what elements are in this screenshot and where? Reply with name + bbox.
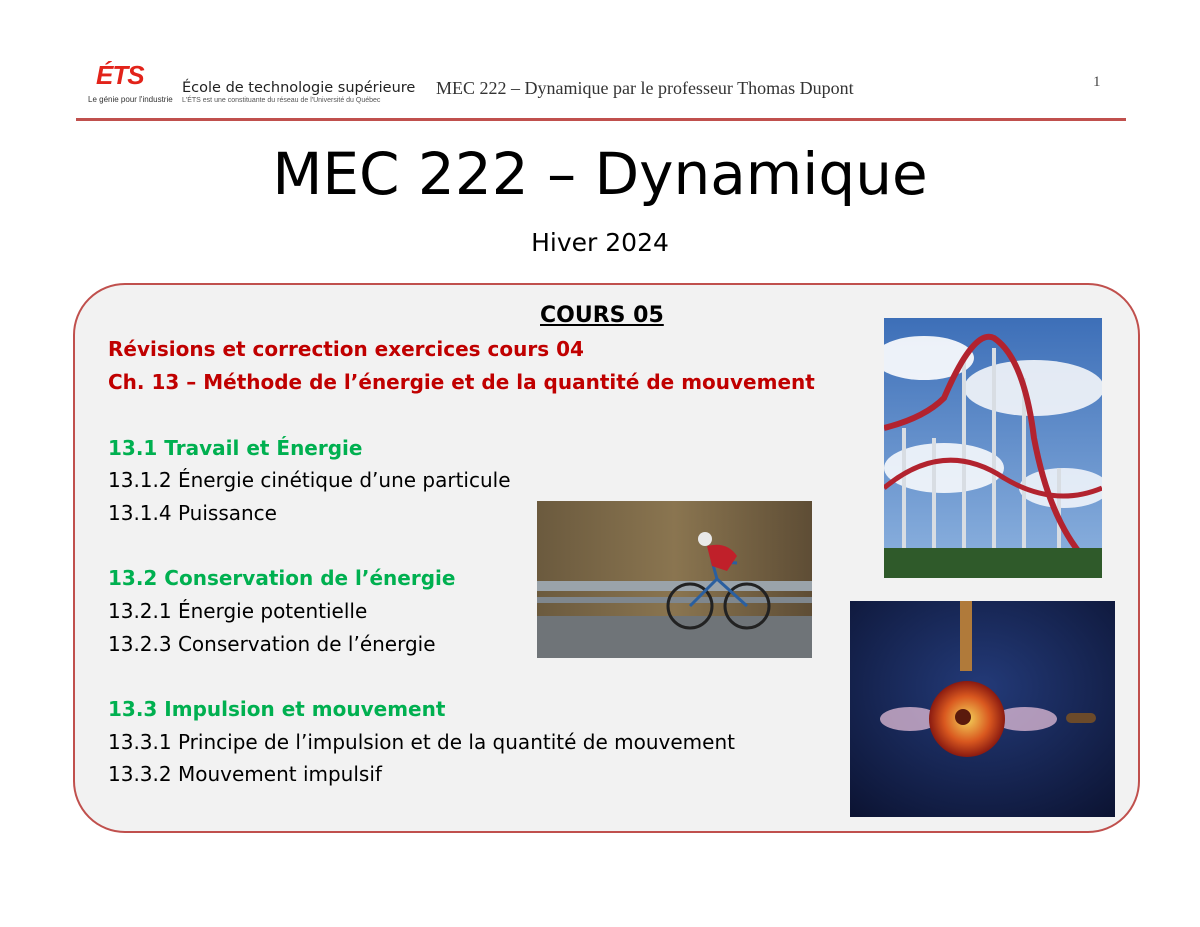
outline-line: Révisions et correction exercices cours 04 [108,337,584,361]
page-subtitle: Hiver 2024 [531,228,669,257]
ets-logo [88,60,416,110]
outline-line: 13.2.3 Conservation de l’énergie [108,632,436,656]
course-heading: COURS 05 [540,303,664,328]
cyclist-photo [537,501,812,658]
ets-logo-mark: ÉTS [96,60,144,90]
outline-line: 13.1.4 Puissance [108,501,277,525]
section-heading: 13.1 Travail et Énergie [108,436,363,460]
header-divider [76,118,1126,121]
outline-line: 13.3.1 Principe de l’impulsion et de la quantité de mouvement [108,730,735,754]
roller-coaster-photo [884,318,1102,578]
school-subline: L'ÉTS est une constituante du réseau de l'Université du Québec [182,97,381,104]
outline-line: 13.2.1 Énergie potentielle [108,599,368,623]
ets-logo-tagline: Le génie pour l'industrie [88,95,173,104]
apple-bullet-photo [850,601,1115,817]
running-header: MEC 222 – Dynamique par le professeur Thomas Dupont [436,78,854,98]
outline-line: 13.1.2 Énergie cinétique d’une particule [108,468,511,492]
school-name: École de technologie supérieure [182,80,416,96]
section-heading: 13.2 Conservation de l’énergie [108,566,456,590]
outline-line: 13.3.2 Mouvement impulsif [108,762,382,786]
outline-line: Ch. 13 – Méthode de l’énergie et de la quantité de mouvement [108,370,815,394]
section-heading: 13.3 Impulsion et mouvement [108,697,446,721]
page-number: 1 [1093,74,1101,90]
page-title: MEC 222 – Dynamique [272,140,928,208]
